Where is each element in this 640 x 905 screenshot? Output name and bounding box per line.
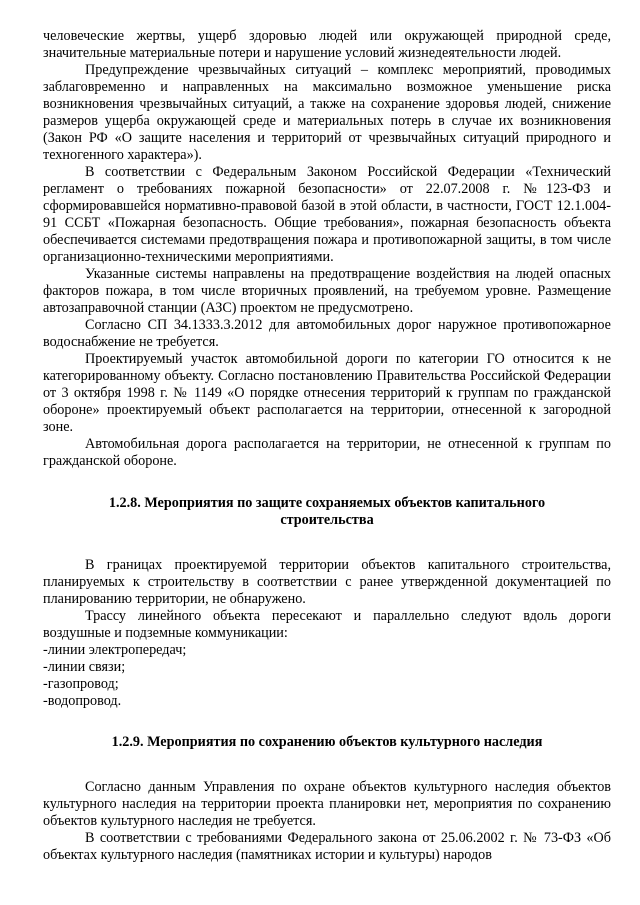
- document-page: [43, 28, 611, 864]
- list-item-gas-pipeline: -газопровод;: [43, 676, 119, 692]
- section-heading-1-2-9: 1.2.9. Мероприятия по сохранению объектов культурного наследия: [111, 734, 543, 750]
- section-heading-1-2-8: 1.2.8. Мероприятия по защите сохраняемых объектов капитального строительства: [108, 495, 546, 528]
- paragraph-continuation: человеческие жертвы, ущерб здоровью людей или окружающей природной среде, значительные материальные потери и нарушение условий жизнедеятельности людей.: [43, 28, 611, 61]
- paragraph-cultural-heritage-absent: Согласно данным Управления по охране объектов культурного наследия объектов культурного наследия на территории проекта планировки нет, мероприятия по сохранению объектов культурного наследия не требуется.: [43, 779, 611, 829]
- list-item-communication-lines: -линии связи;: [43, 659, 126, 675]
- list-item-water-pipeline: -водопровод.: [43, 693, 122, 709]
- paragraph-communications: Трассу линейного объекта пересекают и параллельно следуют вдоль дороги воздушные и подземные коммуникации:: [43, 608, 611, 641]
- paragraph-federal-law-73: В соответствии с требованиями Федерального закона от 25.06.2002 г. № 73-ФЗ «Об объектах культурного наследия (памятниках истории и культуры) народов: [43, 830, 611, 863]
- paragraph-fire-systems: Указанные системы направлены на предотвращение воздействия на людей опасных факторов пожара, в том числе вторичных проявлений, на требуемом уровне. Размещение автозаправочной станции (АЗС) проектом не предусмотрено.: [43, 266, 611, 316]
- paragraph-capital-objects: В границах проектируемой территории объектов капитального строительства, планируемых к строительству в соответствии с ранее утвержденной документацией по планированию территории, не обнаружено.: [43, 557, 611, 607]
- paragraph-civil-defense-category: Проектируемый участок автомобильной дороги по категории ГО относится к не категорированному объекту. Согласно постановлению Правительства Российской Федерации от 3 октября 1998 г. № 1149 «О порядке отнесения территорий к группам по гражданской обороне» проектируемый объект располагается на территории, отнесенной к загородной зоне.: [43, 351, 611, 435]
- paragraph-emergency-prevention: Предупреждение чрезвычайных ситуаций – комплекс мероприятий, проводимых заблаговременно и направленных на максимально возможное уменьшение риска возникновения чрезвычайных ситуаций, а также на сохранение здоровья людей, снижение размеров ущерба окружающей среде и материальных потерь в случае их возникновения (Закон РФ «О защите населения и территорий от чрезвычайных ситуаций природного и техногенного характера»).: [43, 62, 611, 163]
- list-item-power-lines: -линии электропередач;: [43, 642, 187, 658]
- paragraph-water-supply: Согласно СП 34.1333.3.2012 для автомобильных дорог наружное противопожарное водоснабжение не требуется.: [43, 317, 611, 350]
- paragraph-civil-defense-territory: Автомобильная дорога располагается на территории, не отнесенной к группам по гражданской обороне.: [43, 436, 611, 469]
- paragraph-fire-safety-law: В соответствии с Федеральным Законом Российской Федерации «Технический регламент о требованиях пожарной безопасности» от 22.07.2008 г. №123-ФЗ и сформировавшейся нормативно-правовой базой в этой области, в частности, ГОСТ 12.1.004-91 ССБТ «Пожарная безопасность. Общие требования», пожарная безопасность объекта обеспечивается системами предотвращения пожара и противопожарной защиты, в том числе организационно-техническими мероприятиями.: [43, 164, 611, 265]
